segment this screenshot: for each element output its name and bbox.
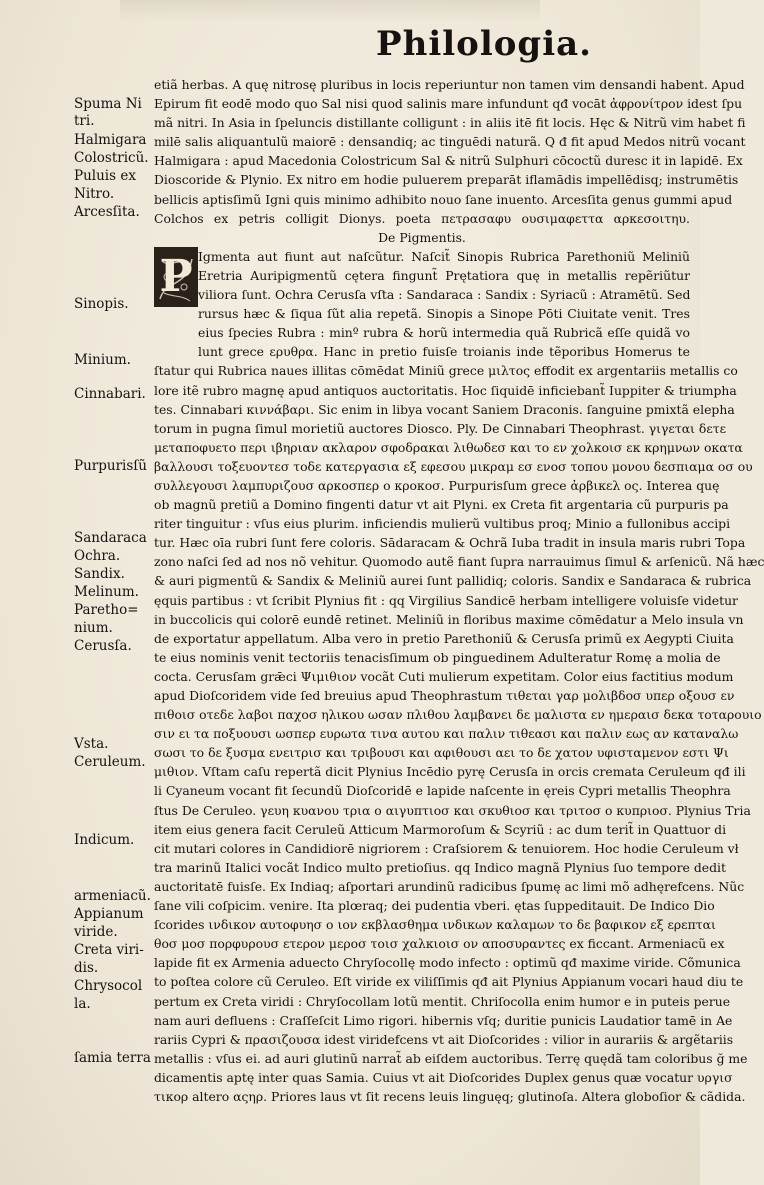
text-line: tra marinũ Italici vocãt Indico multo pretioſius. qq Indico magnã Plynius ſuo tempore dedit bbox=[154, 859, 726, 875]
margin-note: Ochra. bbox=[74, 548, 121, 564]
margin-note: Cinnabari. bbox=[74, 386, 146, 402]
text-line: μιθιον. Vſtam caſu repertã dicit Plynius Incēdio pyrę Cerusſa in orcis cremata Ceruleum qđ ili bbox=[154, 764, 746, 780]
text-line: pertum ex Creta viridi : Chryſocollam lotũ mentit. Chriſocolla enim humor e in puteis perue bbox=[154, 993, 731, 1009]
text-line: ſane vili coſpicim. venire. Ita plœraq; dei pudentia vberi. ętas ſuppeditauit. De Indico Dio bbox=[154, 898, 715, 914]
text-line: lapide fit ex Armenia aduecto Chryſocollę modo infecto : optimũ qđ maxime viride. Cõmunica bbox=[154, 955, 741, 971]
bleed-through-shadow bbox=[120, 0, 540, 22]
text-line: ſcorides ινδικον αυτοφυησ ο ιον εκβλασθημα ινδικων καλαμων το δε βαφικον εξ ερεπται bbox=[154, 917, 716, 933]
text-line: li Cyaneum vocant fit ſecundũ Dioſcoridē e lapide naſcente in ęreis Cypri metallis Theophra bbox=[154, 783, 731, 799]
margin-note: Ceruleum. bbox=[74, 754, 146, 770]
margin-note: Sinopis. bbox=[74, 296, 129, 312]
margin-note: Purpurisſũ bbox=[74, 458, 147, 474]
running-head: Philologia. bbox=[376, 24, 592, 64]
text-line: viliora ſunt. Ochra Cerusſa vſta : Sandaraca : Sandix : Syriacũ : Atramētũ. Sed bbox=[198, 287, 691, 303]
text-line: nam auri defluens : Craſſeſcit Limo rigori. hibernis vſq; duritie punicis Laudatior tamē in Ae bbox=[154, 1012, 733, 1028]
text-line: Halmigara : apud Macedonia Colostricum Sal & nitrũ Sulphuri cōcoctũ duresc it in lapidē. Ex bbox=[154, 153, 743, 169]
margin-note: Arcesſita. bbox=[74, 204, 140, 220]
margin-note: Vsta. bbox=[74, 736, 109, 752]
text-line: μεταποφυετο περι ιβηριαν ακλαρον σφοδρακαι λιθωδεσ και το εν χολκοισ εκ κρημνων οκατα bbox=[154, 439, 743, 455]
margin-note: Melinum. bbox=[74, 584, 139, 600]
margin-note: viride. bbox=[74, 924, 118, 940]
text-line: Eretria Auripigmentũ cętera fingunt̃ Prętatiora quę in metallis repẽriũtur bbox=[198, 267, 690, 283]
margin-note: armeniacũ. bbox=[74, 888, 151, 904]
text-line: eius ſpecies Rubra : minº rubra & horũ intermedia quã Rubricã eſſe quidã vo bbox=[198, 325, 690, 341]
text-line: ſtus De Ceruleo. γευη κυανου τρια ο αιγυπτιοσ και σκυθιοσ και τριτοσ ο κυπριοσ. Plynius Tria bbox=[154, 802, 751, 818]
margin-note: Chrysocol bbox=[74, 978, 143, 994]
margin-note: la. bbox=[74, 996, 91, 1012]
text-line: τικορ altero αςηρ. Priores laus vt ſit recens leuis linguęq; glutinoſa. Altera globoſior & cãdida. bbox=[154, 1088, 746, 1104]
text-line: ſtatur qui Rubrica naues illitas cōmēdat Miniũ grece μιλτος effodit ex argentariis metallis co bbox=[154, 363, 738, 379]
text-line: in buccolicis qui colorē eundē retinet. Meliniũ in floribus maxime cōmēdatur a Melo insula vn bbox=[154, 611, 744, 627]
margin-note: Sandix. bbox=[74, 566, 125, 582]
margin-note: Spuma Ni tri. bbox=[74, 96, 142, 129]
text-line: auctoritatē fuisſe. Ex Indiaq; aſportari arundinũ radicibus ſpumę ac limi mõ adhęrefcens. Nũc bbox=[154, 878, 745, 894]
text-line: ęquis partibus : vt ſcribit Plynius fit : qq Virgilius Sandicē herbam intelligere voluisſe videtur bbox=[154, 592, 738, 608]
text-line: βαλλουσι τοξευοντεσ τοδε κατεργασια εξ εφεσου μικραμ εσ ενοσ τοπου μονου δεσπιαμα οσ ου bbox=[154, 458, 753, 474]
margin-note: Halmigara bbox=[74, 132, 147, 148]
margin-note: Puluis ex bbox=[74, 168, 136, 184]
text-line: συλλεγουσι λαμπυριζουσ αρκοσπερ ο κροκοσ. Purpurisſum grece ἀρβικελ ος. Interea quę bbox=[154, 477, 720, 493]
text-line: ob magnũ pretiũ a Domino fingenti datur vt ait Plyni. ex Creta fit argentaria cũ purpuris pa bbox=[154, 497, 729, 513]
text-line: bellicis aptisſimũ Igni quis minimo adhibito nouo ſane inuento. Arcesſita genus gummi apud bbox=[154, 191, 733, 207]
margin-note: dis. bbox=[74, 960, 99, 976]
text-line: metallis : vſus ei. ad auri glutinũ narrat̃ ab eiſdem auctoribus. Terrę quędã tam coloribus ğ me bbox=[154, 1050, 748, 1066]
margin-note: Paretho= bbox=[74, 602, 139, 618]
text-line: & auri pigmentũ & Sandix & Meliniũ aurei ſunt pallidiq; coloris. Sandix e Sandaraca & rubrica bbox=[154, 573, 752, 589]
margin-note: Sandaraca bbox=[74, 530, 147, 546]
margin-note: Creta viri- bbox=[74, 942, 144, 958]
text-line: rariis Cypri & πρασιζουσα idest viridefcens vt ait Dioſcorides : vilior in aurariis & argẽtariis bbox=[154, 1031, 734, 1047]
text-line: torum in pugna ſimul morietiũ auctores Diosco. Ply. De Cinnabari Theophrast. γιγεται δετε bbox=[154, 420, 727, 436]
margin-note: Cerusſa. bbox=[74, 638, 132, 654]
text-line: Dioscoride & Plynio. Ex nitro em hodie puluerem preparāt iflamādis impellēdisq; instrumētis bbox=[154, 172, 739, 188]
text-line: Igmenta aut fiunt aut naſcũtur. Naſcit̃ Sinopis Rubrica Parethoniũ Meliniũ bbox=[198, 248, 690, 264]
margin-note: Indicum. bbox=[74, 832, 135, 848]
text-line: σωσι το δε ξυσμα ενειτρισ και τριβουσι και αφιθουσι αει το δε χατον υφισταμενον εστι Ψι bbox=[154, 745, 729, 761]
margin-note: ſamia terra bbox=[74, 1050, 151, 1066]
text-line: lore itẽ rubro magnę apud antiquos auctoritatis. Hoc ſiquidē inficiebant̃ Iuppiter & triumpha bbox=[154, 382, 737, 398]
text-line: to poſtea colore cũ Ceruleo. Eſt viride ex viliſſimis qđ ait Plynius Appianum vocari haud diu te bbox=[154, 974, 744, 990]
main-text-column bbox=[154, 75, 764, 1106]
text-line: Epirum fit eodē modo quo Sal nisi quod salinis mare infundunt qđ vocāt ἀφρονίτρον idest ſpu bbox=[154, 96, 743, 112]
dropcap-letter: P bbox=[159, 251, 193, 302]
text-line: tes. Cinnabari κιννάβαρι. Sic enim in libya vocant Saniem Draconis. ſanguine pmixtã elepha bbox=[154, 401, 735, 417]
text-line: tur. Hæc oīa rubri ſunt fere coloris. Sādaracam & Ochrã Iuba tradit in insula maris rubri Topa bbox=[154, 535, 746, 551]
margin-note: nium. bbox=[74, 620, 113, 636]
margin-note: Colostricũ. bbox=[74, 150, 149, 166]
text-line: milē salis aliquantulũ maiorē : densandiq; ac tinguēdi naturã. Q đ fit apud Medos nitrũ vocant bbox=[154, 134, 746, 150]
text-line: σιν ει τα ποξυουσι ωσπερ ευρωτα τινα αυτου και παλιν τιθεασι και παλιν εως αν καταναλω bbox=[154, 726, 739, 742]
text-line: πιθοισ οτεδε λαβοι παχοσ ηλικου ωσαν πλιθου λαμβανει δε μαλιστα εν ημεραισ δεκα τοταρουιο bbox=[154, 707, 762, 723]
text-line: apud Dioſcoridem vide ſed breuius apud Theophrastum τιθεται γαρ μολιβδοσ υπερ οξουσ εν bbox=[154, 688, 735, 703]
text-line: cocta. Cerusſam grǣci Ψιμιθιον vocãt Cuti mulierum expetitam. Color eius factitius modum bbox=[154, 668, 734, 684]
text-line: Colchos ex petris colligit Dionys. poeta πετρασαφυ ουσιμαφεττα αρκεσοιτηυ. bbox=[154, 210, 690, 226]
text-line: item eius genera facit Ceruleũ Atticum Marmoroſum & Scyriũ : ac dum terit̃ in Quattuor di bbox=[154, 821, 727, 837]
text-line: mã nitri. In Asia in ſpeluncis distillante colligunt : in aliis itē fit locis. Hęc & Nitrũ vim habet fi bbox=[154, 115, 746, 131]
text-line: dicamentis aptę inter quas Samia. Cuius vt ait Dioſcorides Duplex genus quæ vocatur υργισ bbox=[154, 1069, 733, 1085]
text-line: te eius nominis venit tectoriis tenacisſimum ob pinguedinem Adulteratur Romę a molia de bbox=[154, 649, 721, 665]
text-line: cit mutari colores in Candidiorē nigriorem : Craſsiorem & tenuiorem. Hoc hodie Ceruleum vł bbox=[154, 840, 739, 856]
text-line: lunt grece ερυθρα. Hanc in pretio fuisſe troianis inde tẽporibus Homerus te bbox=[198, 344, 690, 360]
text-line: de exportatur appellatum. Alba vero in pretio Parethoniũ & Cerusſa primũ ex Aegypti Ciuita bbox=[154, 630, 734, 646]
text-line: etiã herbas. A quę nitrosę pluribus in locis reperiuntur non tamen vim densandi habent. Apud bbox=[154, 77, 745, 92]
margin-note: Minium. bbox=[74, 352, 131, 368]
text-line: θοσ μοσ πορφυρουσ ετερον μεροσ τοισ χαλκιοισ ον αποσυραντες ex ficcant. Armeniacũ ex bbox=[154, 936, 725, 952]
text-line: zono naſci ſed ad nos nõ vehitur. Quomodo autẽ fiant ſupra narrauimus ſimul & arſenicũ. Nã hæc bbox=[154, 554, 764, 570]
margin-note: Appianum bbox=[74, 906, 144, 922]
section-heading: De Pigmentis. bbox=[378, 229, 466, 245]
text-line: riter tinguitur : vſus eius plurim. inficiendis mulierũ vultibus proq; Minio a fullonibus accipi bbox=[154, 516, 731, 532]
text-line: rursus hæc & ſiqua ſũt alia repetã. Sinopis a Sinope Pōti Ciuitate venit. Tres bbox=[198, 306, 690, 322]
margin-note: Nitro. bbox=[74, 186, 115, 202]
